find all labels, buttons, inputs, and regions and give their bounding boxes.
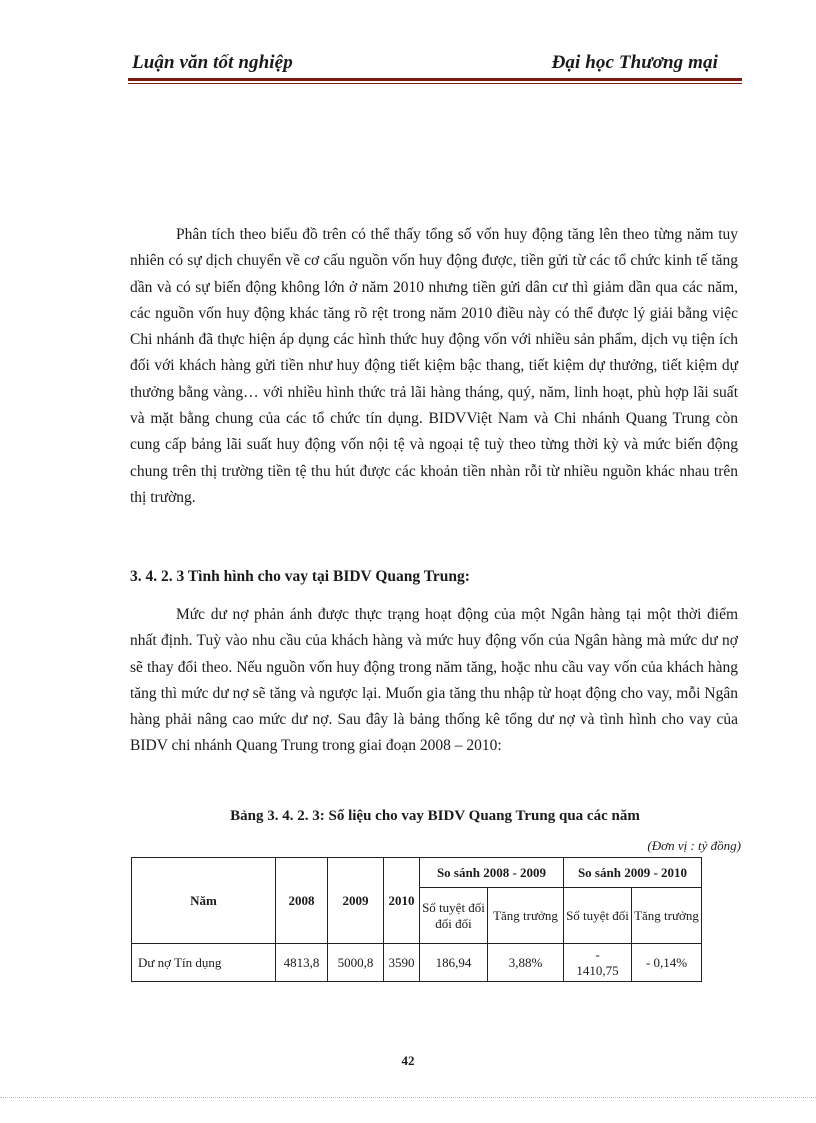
footer-rule [0,1097,816,1098]
header-growth-1: Tăng trưởng [488,888,564,944]
table-caption: Bảng 3. 4. 2. 3: Số liệu cho vay BIDV Quang Trung qua các năm [230,808,640,824]
header-compare-2009-2010: So sánh 2009 - 2010 [564,858,702,888]
cell-absolute-1: 186,94 [420,944,488,982]
cell-growth-1: 3,88% [488,944,564,982]
header-rule [128,78,742,81]
cell-absolute-2-value: 1410,75 [576,962,619,978]
table-row [132,944,702,982]
cell-absolute-2 [564,944,632,982]
header-2010: 2010 [384,858,420,944]
loan-data-table [131,857,702,982]
row-label: Dư nợ Tín dụng [132,944,276,982]
header-thesis-title: Luận văn tốt nghiệp [132,52,293,73]
table-unit: (Đơn vị : tỷ đồng) [647,838,741,853]
paragraph-loan-intro [130,602,738,760]
page-header [128,50,742,80]
cell-2008: 4813,8 [276,944,328,982]
header-year: Năm [132,858,276,944]
header-2009: 2009 [328,858,384,944]
paragraph-2-text: Mức dư nợ phản ánh được thực trạng hoạt động của một Ngân hàng tại một thời điểm nhất định. Tuỳ vào nhu cầu của khách hàng và mức huy động vốn của Ngân hàng mà mức dư nợ sẽ thay đổi theo. Nếu nguồn vốn huy động trong năm tăng, hoặc nhu cầu vay vốn của khách hàng tăng thì mức dư nợ sẽ tăng và ngược lại. Muốn gia tăng thu nhập từ hoạt động cho vay, mỗi Ngân hàng phải nâng cao mức dư nợ. Sau đây là bảng thống kê tổng dư nợ và tình hình cho vay của BIDV chi nhánh Quang Trung trong giai đoạn 2008 – 2010: [130,606,738,755]
header-absolute-1: Số tuyệt đối đối đối [420,888,488,944]
header-university: Đại học Thương mại [551,52,718,73]
paragraph-1-text: Phân tích theo biểu đồ trên có thể thấy tổng số vốn huy động tăng lên theo từng năm tuy nhiên có sự dịch chuyển về cơ cấu nguồn vốn huy động được, tiền gửi từ các tổ chức kinh tế tăng dần và có sự biến động không lớn ở năm 2010 nhưng tiền gửi dân cư thì giảm dần qua các năm, các nguồn vốn huy động khác tăng rõ rệt trong năm 2010 điều này có thể được lý giải bằng việc Chi nhánh đã thực hiện áp dụng các hình thức huy động vốn với nhiều sản phẩm, dịch vụ tiện ích đối với khách hàng gửi tiền như huy động tiết kiệm bậc thang, tiết kiệm dự thưởng, tiết kiệm dự thưởng bằng vàng… với nhiều hình thức trả lãi hàng tháng, quý, năm, linh hoạt, phù hợp lãi suất và mặt bằng chung của các tổ chức tín dụng. BIDVViệt Nam và Chi nhánh Quang Trung còn cung cấp bảng lãi suất huy động vốn nội tệ và ngoại tệ tuỳ theo từng thời kỳ và mức biến động chung trên thị trường tiền tệ thu hút được các khoản tiền nhàn rỗi từ nhiều nguồn khác nhau trên thị trường. [130,226,738,506]
header-growth-2: Tăng trưởng [632,888,702,944]
cell-growth-2: - 0,14% [632,944,702,982]
header-2008: 2008 [276,858,328,944]
cell-absolute-2-sign: - [595,946,600,962]
section-heading: 3. 4. 2. 3 Tình hình cho vay tại BIDV Quang Trung: [130,568,470,585]
paragraph-funding-analysis [130,222,738,511]
header-compare-2008-2009: So sánh 2008 - 2009 [420,858,564,888]
cell-2009: 5000,8 [328,944,384,982]
header-absolute-2: Số tuyệt đối [564,888,632,944]
header-rule-thin [128,83,742,84]
page-number: 42 [401,1053,415,1068]
cell-2010: 3590 [384,944,420,982]
